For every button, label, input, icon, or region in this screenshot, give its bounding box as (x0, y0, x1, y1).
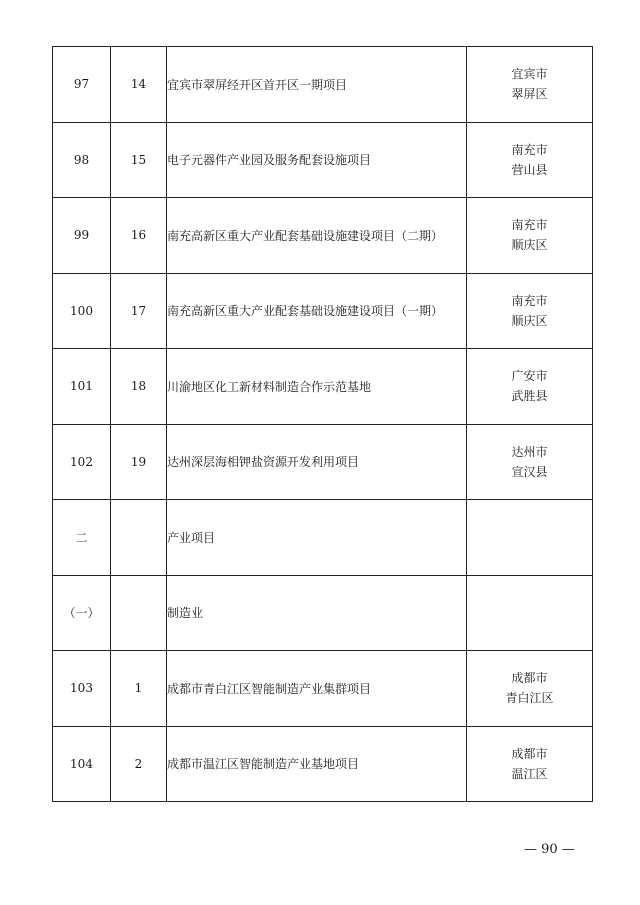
row-project-name: 南充高新区重大产业配套基础设施建设项目（二期） (167, 198, 467, 274)
location-district: 翠屏区 (511, 87, 548, 102)
row-seq-number: 100 (53, 273, 111, 349)
location-city: 南充市 (511, 142, 548, 157)
location-city: 南充市 (511, 218, 548, 233)
location-district: 营山县 (511, 162, 548, 177)
row-seq-number: 103 (53, 651, 111, 727)
row-location (467, 198, 593, 274)
project-table-body (53, 47, 593, 802)
row-sub-number: 17 (111, 273, 167, 349)
row-project-name: 电子元器件产业园及服务配套设施项目 (167, 122, 467, 198)
row-location (467, 424, 593, 500)
location-city: 广安市 (511, 369, 548, 384)
table-row (53, 198, 593, 274)
row-seq-number: 97 (53, 47, 111, 123)
row-seq-number: （一） (53, 575, 111, 651)
row-seq-number: 102 (53, 424, 111, 500)
row-project-name: 成都市温江区智能制造产业基地项目 (167, 726, 467, 802)
row-location (467, 47, 593, 123)
row-seq-number: 98 (53, 122, 111, 198)
row-sub-number: 14 (111, 47, 167, 123)
table-row (53, 349, 593, 425)
location-district: 宣汉县 (511, 464, 548, 479)
row-location (467, 122, 593, 198)
row-sub-number: 18 (111, 349, 167, 425)
location-city: 成都市 (511, 746, 548, 761)
table-row (53, 47, 593, 123)
row-seq-number: 101 (53, 349, 111, 425)
row-sub-number: 19 (111, 424, 167, 500)
location-district: 温江区 (511, 766, 548, 781)
row-sub-number: 16 (111, 198, 167, 274)
project-table (52, 46, 593, 802)
row-location (467, 651, 593, 727)
row-seq-number: 104 (53, 726, 111, 802)
row-section-title: 产业项目 (167, 500, 467, 576)
row-section-title: 制造业 (167, 575, 467, 651)
table-row (53, 651, 593, 727)
row-sub-number: 15 (111, 122, 167, 198)
row-location (467, 349, 593, 425)
table-row (53, 726, 593, 802)
page-number: — 90 — (524, 842, 575, 857)
location-district: 顺庆区 (511, 313, 548, 328)
location-district: 青白江区 (505, 691, 554, 706)
row-sub-number: 1 (111, 651, 167, 727)
row-location (467, 273, 593, 349)
row-seq-number: 二 (53, 500, 111, 576)
location-district: 武胜县 (511, 389, 548, 404)
location-city: 南充市 (511, 293, 548, 308)
table-row (53, 273, 593, 349)
location-city: 达州市 (511, 444, 548, 459)
row-location (467, 575, 593, 651)
row-project-name: 南充高新区重大产业配套基础设施建设项目（一期） (167, 273, 467, 349)
row-sub-number (111, 500, 167, 576)
table-row (53, 424, 593, 500)
row-project-name: 川渝地区化工新材料制造合作示范基地 (167, 349, 467, 425)
location-district: 顺庆区 (511, 238, 548, 253)
table-row-subsection-header (53, 575, 593, 651)
row-sub-number (111, 575, 167, 651)
project-table-container (52, 46, 592, 802)
location-city: 宜宾市 (511, 67, 548, 82)
row-sub-number: 2 (111, 726, 167, 802)
table-row-section-header (53, 500, 593, 576)
table-row (53, 122, 593, 198)
row-seq-number: 99 (53, 198, 111, 274)
row-project-name: 成都市青白江区智能制造产业集群项目 (167, 651, 467, 727)
row-project-name: 宜宾市翠屏经开区首开区一期项目 (167, 47, 467, 123)
row-project-name: 达州深层海相钾盐资源开发利用项目 (167, 424, 467, 500)
row-location (467, 500, 593, 576)
location-city: 成都市 (511, 671, 548, 686)
row-location (467, 726, 593, 802)
